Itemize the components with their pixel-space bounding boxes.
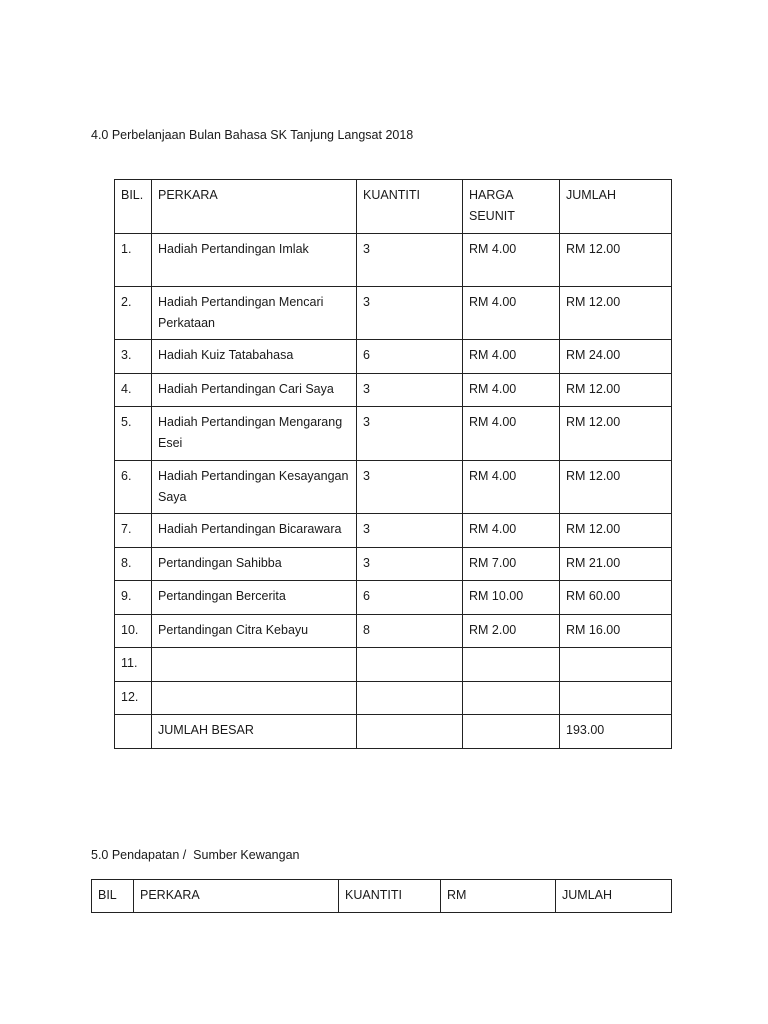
cell-perkara: Hadiah Pertandingan Imlak <box>152 234 357 287</box>
cell-jumlah: RM 24.00 <box>560 340 672 374</box>
cell-harga <box>463 682 560 715</box>
table-row <box>115 234 672 287</box>
cell-kuantiti: 3 <box>357 407 463 461</box>
cell-kuantiti: 8 <box>357 615 463 648</box>
header-perkara: PERKARA <box>152 180 357 234</box>
header-rm: RM <box>441 880 556 913</box>
cell-perkara: Hadiah Pertandingan Kesayangan Saya <box>152 461 357 514</box>
cell-jumlah <box>560 648 672 682</box>
cell-bil: 8. <box>115 548 152 581</box>
cell-jumlah: RM 21.00 <box>560 548 672 581</box>
cell-harga: RM 4.00 <box>463 234 560 287</box>
header-harga-line2: SEUNIT <box>469 208 515 223</box>
table-row <box>115 615 672 648</box>
table-row <box>115 548 672 581</box>
header-bil: BIL <box>92 880 134 913</box>
income-table <box>91 879 672 913</box>
cell-perkara: Hadiah Pertandingan Cari Saya <box>152 374 357 407</box>
cell-bil: 5. <box>115 407 152 461</box>
table-row <box>115 287 672 340</box>
header-kuantiti: KUANTITI <box>357 180 463 234</box>
cell-harga: RM 4.00 <box>463 407 560 461</box>
cell-jumlah: RM 12.00 <box>560 514 672 548</box>
table-row <box>115 514 672 548</box>
cell-kuantiti: 3 <box>357 461 463 514</box>
cell-bil: 2. <box>115 287 152 340</box>
cell-jumlah: RM 12.00 <box>560 287 672 340</box>
cell-harga: RM 4.00 <box>463 461 560 514</box>
header-perkara: PERKARA <box>134 880 339 913</box>
table-header-row <box>92 880 672 913</box>
cell-perkara: Pertandingan Sahibba <box>152 548 357 581</box>
cell-jumlah: RM 16.00 <box>560 615 672 648</box>
cell-harga: RM 4.00 <box>463 340 560 374</box>
cell-kuantiti: 3 <box>357 287 463 340</box>
table-header-row <box>115 180 672 234</box>
cell-harga: RM 4.00 <box>463 514 560 548</box>
cell-perkara: Hadiah Pertandingan Mengarang Esei <box>152 407 357 461</box>
cell-jumlah: RM 12.00 <box>560 234 672 287</box>
cell-kuantiti: 3 <box>357 548 463 581</box>
cell-harga: RM 7.00 <box>463 548 560 581</box>
cell-perkara: Pertandingan Bercerita <box>152 581 357 615</box>
cell-kuantiti: 3 <box>357 374 463 407</box>
header-bil: BIL. <box>115 180 152 234</box>
cell-jumlah: RM 12.00 <box>560 374 672 407</box>
header-jumlah: JUMLAH <box>556 880 672 913</box>
cell-kuantiti: 3 <box>357 234 463 287</box>
cell-perkara: Hadiah Kuiz Tatabahasa <box>152 340 357 374</box>
cell-jumlah <box>560 682 672 715</box>
expenditure-table <box>114 179 672 749</box>
grand-total-row <box>115 715 672 749</box>
cell-bil: 4. <box>115 374 152 407</box>
table-row <box>115 581 672 615</box>
table-row <box>115 340 672 374</box>
table-row <box>115 407 672 461</box>
cell-harga: RM 10.00 <box>463 581 560 615</box>
cell-bil: 10. <box>115 615 152 648</box>
cell-kuantiti: 6 <box>357 340 463 374</box>
section-5-heading: 5.0 Pendapatan / Sumber Kewangan <box>91 848 300 862</box>
header-harga-line1: HARGA <box>469 188 514 202</box>
table-row <box>115 374 672 407</box>
header-jumlah: JUMLAH <box>560 180 672 234</box>
cell-perkara: Pertandingan Citra Kebayu <box>152 615 357 648</box>
cell-jumlah: RM 60.00 <box>560 581 672 615</box>
table-row <box>115 682 672 715</box>
cell-jumlah: RM 12.00 <box>560 407 672 461</box>
cell-perkara: Hadiah Pertandingan Mencari Perkataan <box>152 287 357 340</box>
cell-bil: 7. <box>115 514 152 548</box>
cell-harga: RM 4.00 <box>463 287 560 340</box>
grand-total-value: 193.00 <box>560 715 672 749</box>
cell-bil: 6. <box>115 461 152 514</box>
table-row <box>115 461 672 514</box>
cell-perkara <box>152 682 357 715</box>
cell-bil: 1. <box>115 234 152 287</box>
cell-jumlah: RM 12.00 <box>560 461 672 514</box>
cell-bil: 11. <box>115 648 152 682</box>
cell-harga <box>463 715 560 749</box>
cell-kuantiti <box>357 648 463 682</box>
cell-perkara: Hadiah Pertandingan Bicarawara <box>152 514 357 548</box>
cell-harga <box>463 648 560 682</box>
cell-harga: RM 4.00 <box>463 374 560 407</box>
cell-harga: RM 2.00 <box>463 615 560 648</box>
header-kuantiti: KUANTITI <box>339 880 441 913</box>
grand-total-label: JUMLAH BESAR <box>152 715 357 749</box>
cell-kuantiti: 3 <box>357 514 463 548</box>
cell-perkara <box>152 648 357 682</box>
cell-bil: 9. <box>115 581 152 615</box>
cell-kuantiti <box>357 715 463 749</box>
cell-bil: 3. <box>115 340 152 374</box>
table-row <box>115 648 672 682</box>
header-harga-seunit <box>463 180 560 234</box>
section-4-heading: 4.0 Perbelanjaan Bulan Bahasa SK Tanjung Langsat 2018 <box>91 128 414 142</box>
cell-bil <box>115 715 152 749</box>
cell-kuantiti: 6 <box>357 581 463 615</box>
cell-bil: 12. <box>115 682 152 715</box>
cell-kuantiti <box>357 682 463 715</box>
